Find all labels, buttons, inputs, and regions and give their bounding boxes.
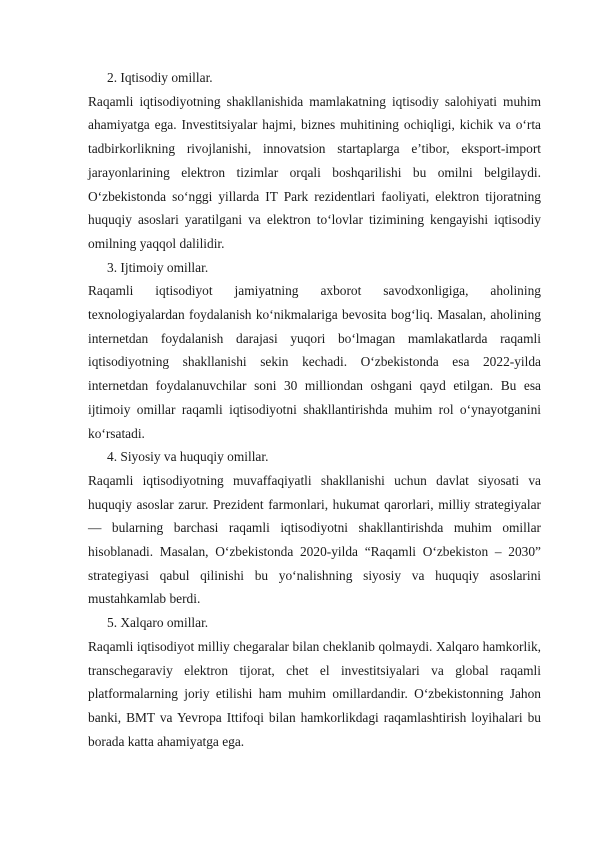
section-heading-social: 3. Ijtimoiy omillar. bbox=[107, 259, 209, 275]
section-heading-political-legal: 4. Siyosiy va huquqiy omillar. bbox=[107, 449, 269, 465]
document-page bbox=[88, 66, 541, 753]
section-paragraph-political-legal: Raqamli iqtisodiyotning muvaffaqiyatli shakllanishi uchun davlat siyosati va huquqiy asoslar zarur. Prezident farmonlari, hukumat qarorlari, milliy strategiyalar — bularning barchasi raqamli iqtisodiyotni shakllantirishda muhim omillar hisoblanadi. Masalan, O‘zbekistonda 2020-yilda “Raqamli O‘zbekiston – 2030” strategiyasi qabul qilinishi bu yo‘nalishning siyosiy va huquqiy asoslarini mustahkamlab berdi. bbox=[88, 472, 541, 607]
section-paragraph-social: Raqamli iqtisodiyot jamiyatning axborot savodxonligiga, aholining texnologiyalardan foydalanish ko‘nikmalariga bevosita bog‘liq. Masalan, aholining internetdan foydalanish darajasi yuqori bo‘lmagan mamlakatlarda raqamli iqtisodiyotning shakllanishi sekin kechadi. O‘zbekistonda esa 2022-yilda internetdan foydalanuvchilar soni 30 milliondan oshgani qayd etilgan. Bu esa ijtimoiy omillar raqamli iqtisodiyotni shakllantirishda muhim rol o‘ynayotganini ko‘rsatadi. bbox=[88, 283, 541, 441]
section-paragraph-economic: Raqamli iqtisodiyotning shakllanishida mamlakatning iqtisodiy salohiyati muhim ahamiyatga ega. Investitsiyalar hajmi, biznes muhitining ochiqligi, kichik va o‘rta tadbirkorlikning rivojlanishi, innovatsion startaplarga e’tibor, eksport-import jarayonlarining elektron tizimlar orqali boshqarilishi bu omilni belgilaydi. O‘zbekistonda so‘nggi yillarda IT Park rezidentlari faoliyati, elektron tijoratning huquqiy asoslari yaratilgani va elektron to‘lovlar tizimining kengayishi iqtisodiy omilning yaqqol dalilidir. bbox=[88, 93, 541, 251]
section-heading-economic: 2. Iqtisodiy omillar. bbox=[107, 70, 213, 85]
section-paragraph-international: Raqamli iqtisodiyot milliy chegaralar bilan cheklanib qolmaydi. Xalqaro hamkorlik, transchegaraviy elektron tijorat, chet el investitsiyalari va global raqamli platformalarning joriy etilishi ham muhim omillardandir. O‘zbekistonning Jahon banki, BMT va Yevropa Ittifoqi bilan hamkorlikdagi raqamlashtirish loyihalari bu borada katta ahamiyatga ega. bbox=[88, 638, 541, 749]
section-heading-international: 5. Xalqaro omillar. bbox=[107, 615, 209, 631]
